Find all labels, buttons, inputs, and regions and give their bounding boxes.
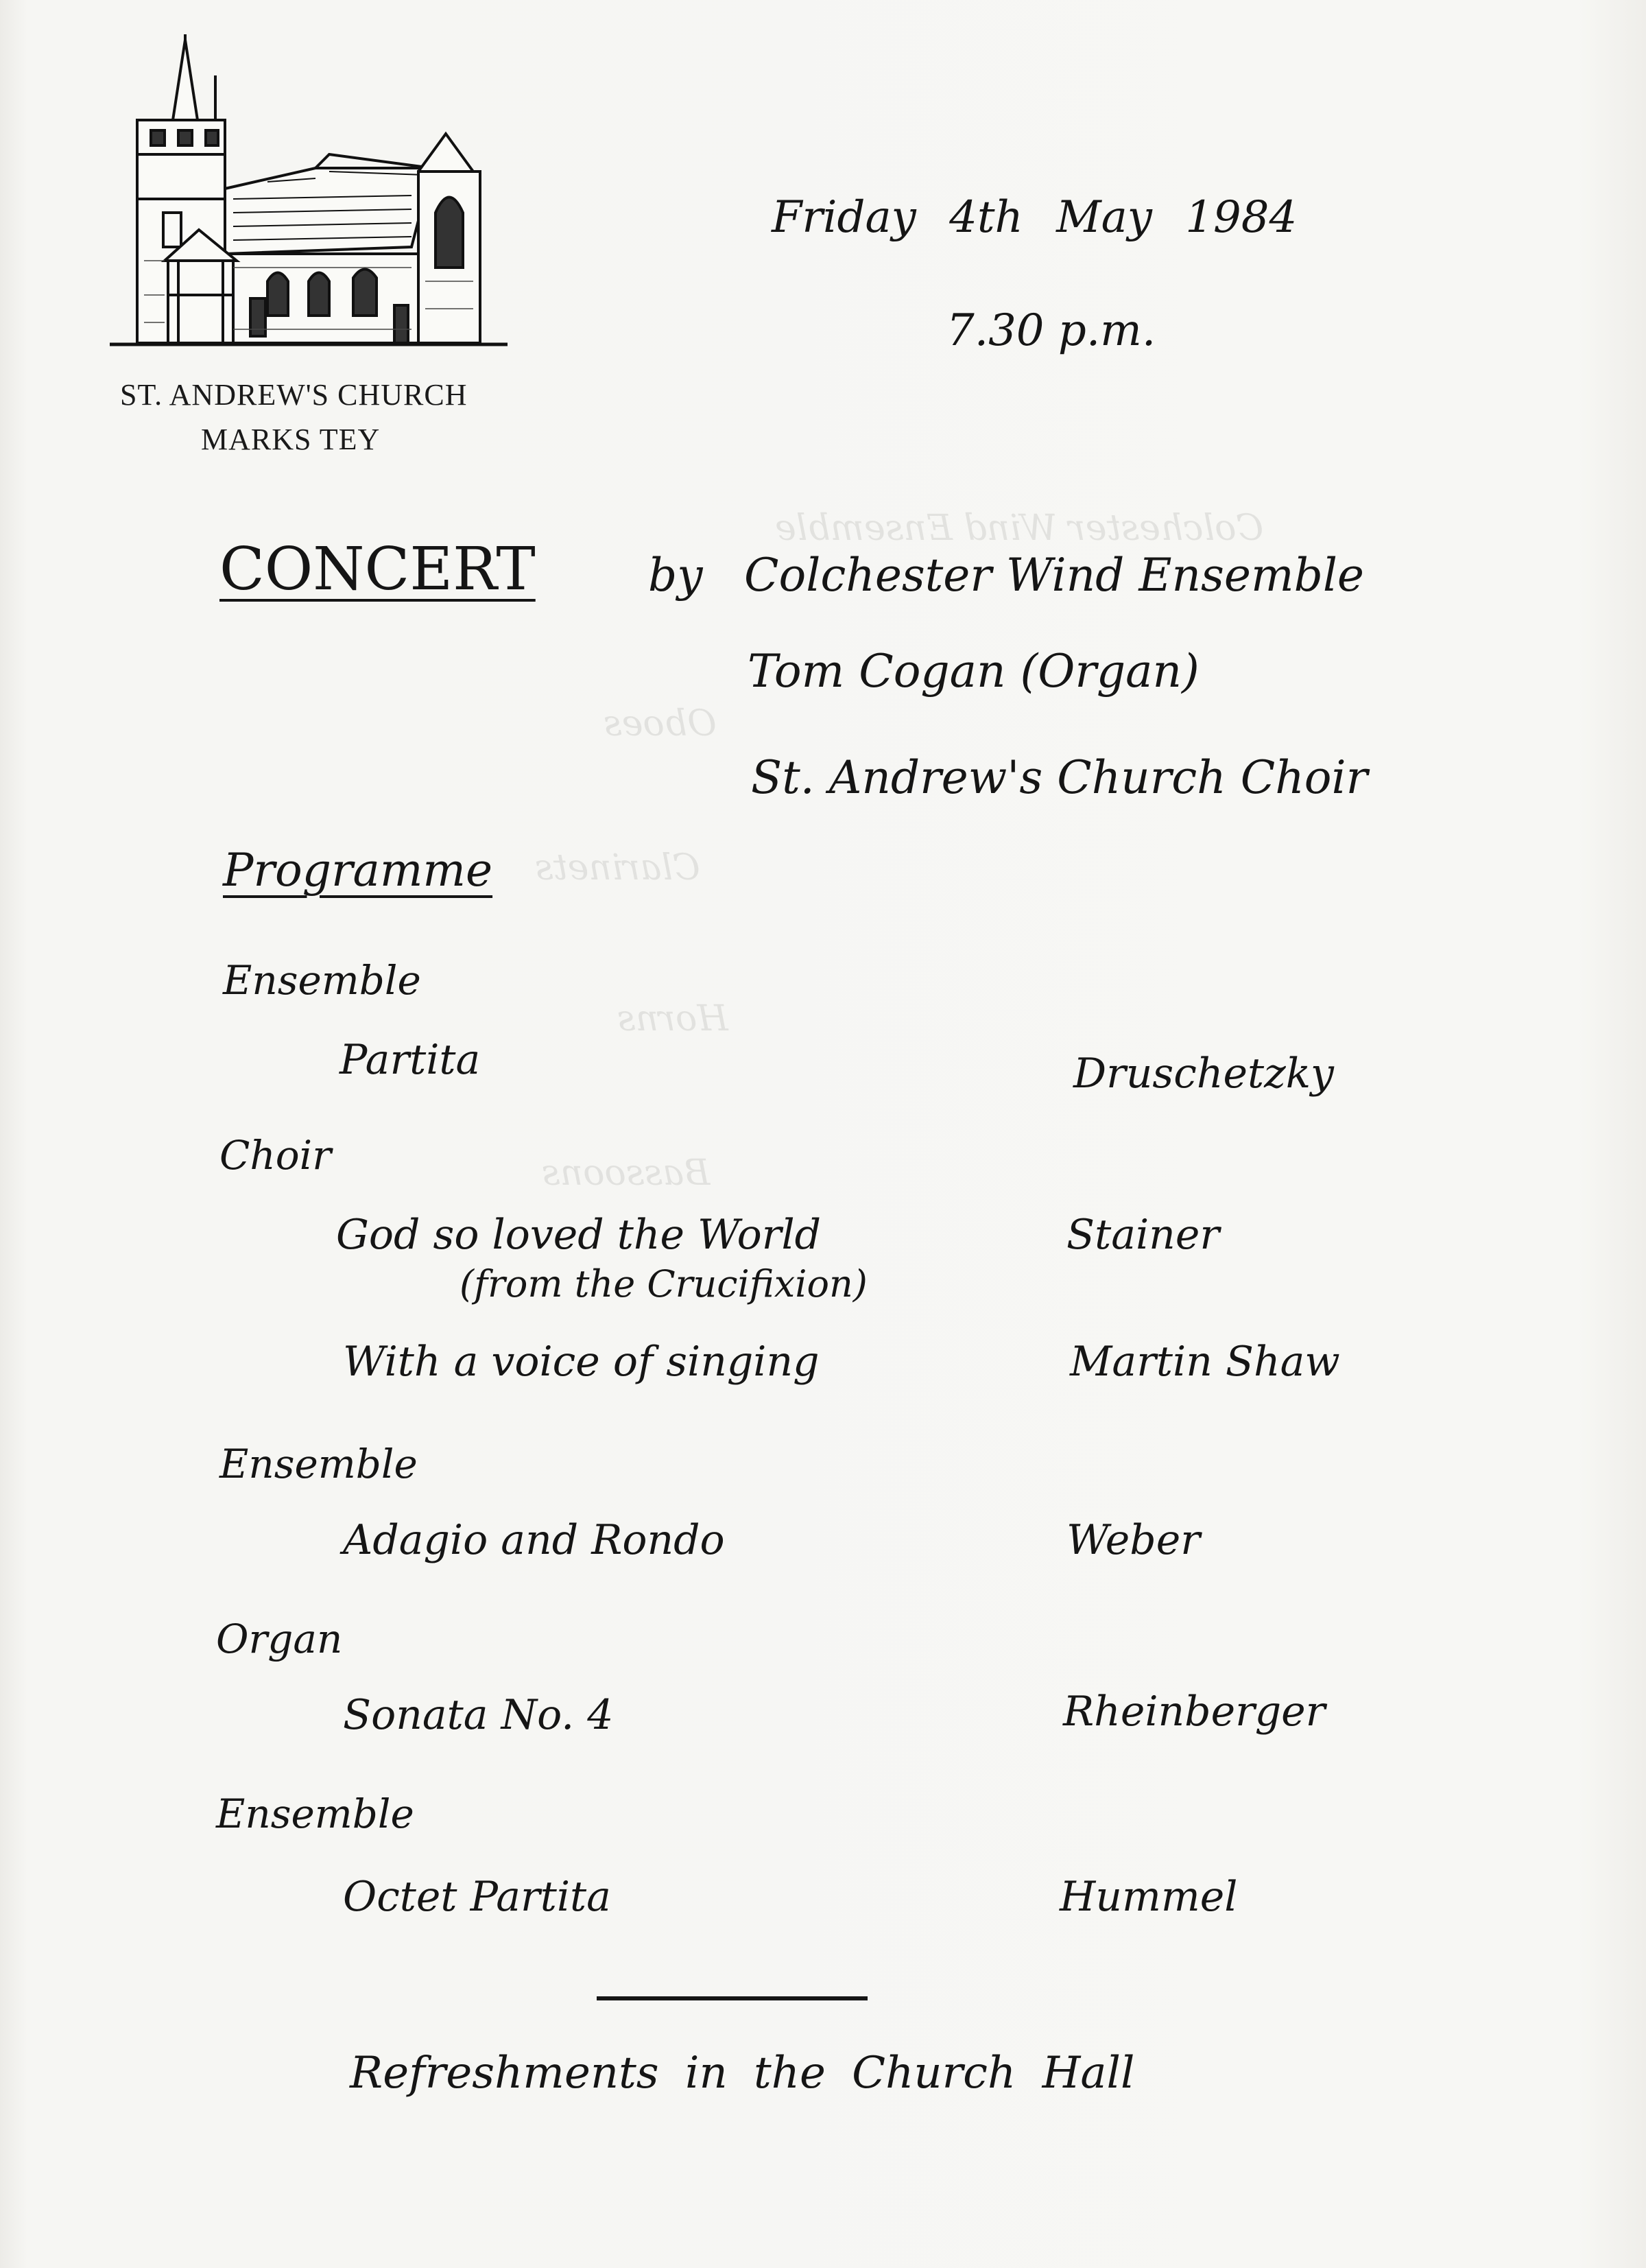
refreshments-note: Refreshments in the Church Hall: [350, 2048, 1135, 2099]
bleed-through-title: Colchester Wind Ensemble: [775, 508, 1264, 549]
concert-date: Friday 4th May 1984: [772, 192, 1298, 243]
piece-title: Sonata No. 4: [343, 1691, 614, 1739]
piece-composer: Hummel: [1060, 1873, 1238, 1921]
programme-heading: Programme: [223, 844, 493, 897]
piece-composer: Druschetzky: [1073, 1050, 1334, 1098]
bleed-through-horns: Horns: [617, 998, 728, 1039]
piece-title: God so loved the World: [336, 1211, 822, 1259]
piece-title: Adagio and Rondo: [343, 1516, 725, 1564]
bleed-through-oboes: Oboes: [604, 703, 717, 744]
piece-composer: Stainer: [1066, 1211, 1220, 1259]
piece-subtitle: (from the Crucifixion): [460, 1262, 868, 1306]
piece-composer: Martin Shaw: [1070, 1338, 1340, 1386]
section-choir: Choir: [219, 1132, 331, 1179]
section-organ: Organ: [216, 1616, 343, 1662]
piece-title: Partita: [339, 1036, 481, 1084]
performer-organist: Tom Cogan (Organ): [748, 645, 1200, 698]
section-ensemble: Ensemble: [216, 1791, 414, 1837]
performer-choir: St. Andrew's Church Choir: [751, 751, 1368, 804]
church-drawing-icon: [110, 34, 514, 357]
bleed-through-bassoons: Bassoons: [542, 1153, 711, 1194]
piece-title: With a voice of singing: [343, 1338, 820, 1386]
church-name: ST. ANDREW'S CHURCH: [120, 378, 468, 412]
performer-ensemble: Colchester Wind Ensemble: [744, 549, 1364, 602]
piece-composer: Weber: [1066, 1516, 1200, 1564]
section-ensemble: Ensemble: [223, 957, 421, 1004]
bleed-through-clarinets: Clarinets: [535, 847, 700, 888]
divider-rule: [597, 1996, 868, 2000]
church-location: MARKS TEY: [201, 423, 381, 456]
section-ensemble: Ensemble: [219, 1441, 418, 1487]
piece-composer: Rheinberger: [1063, 1688, 1326, 1736]
concert-time: 7.30 p.m.: [946, 305, 1156, 356]
piece-title: Octet Partita: [343, 1873, 611, 1921]
concert-title: CONCERT: [219, 535, 536, 604]
concert-by: by: [648, 549, 703, 602]
